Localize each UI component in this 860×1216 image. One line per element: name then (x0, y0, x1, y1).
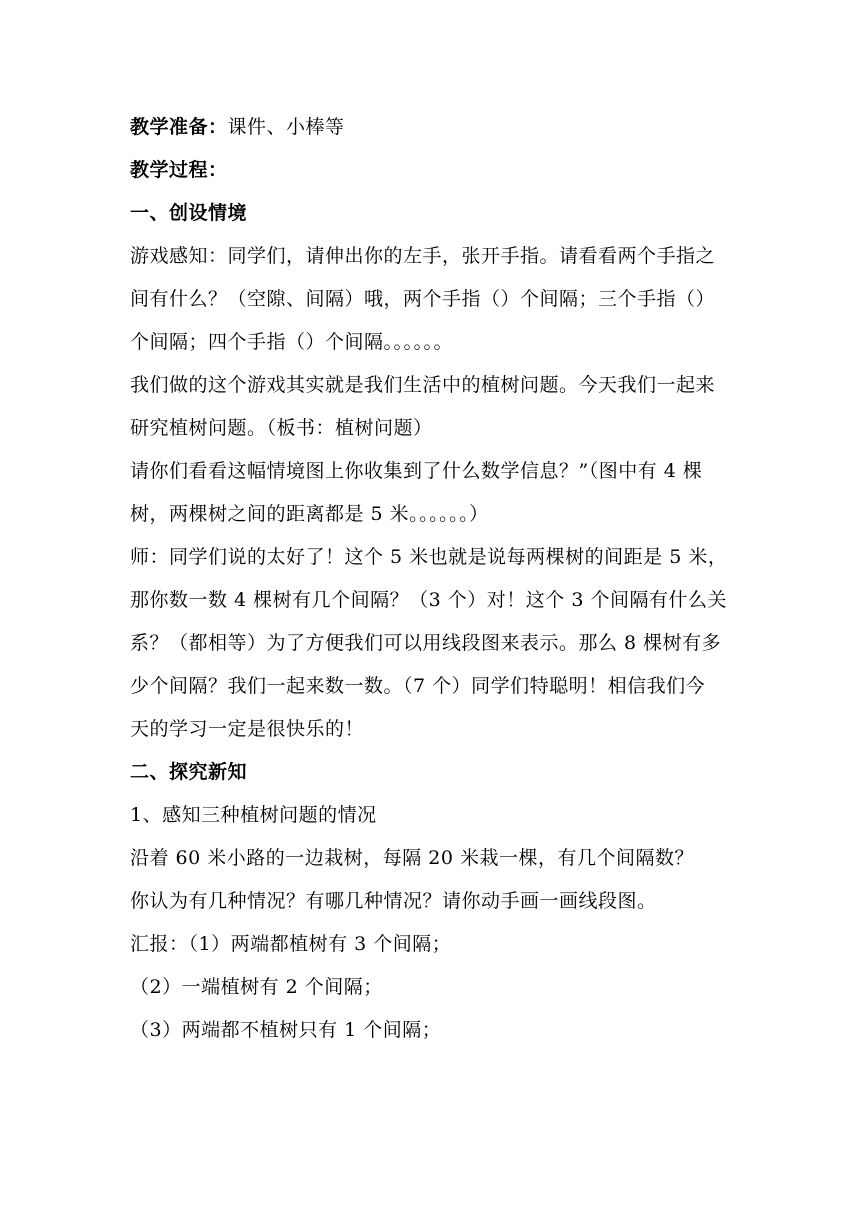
section-1-heading: 一、创设情境 (130, 202, 248, 224)
report-line: 汇报：（1）两端都植树有 3 个间隔； (130, 933, 452, 955)
paragraph-teacher (130, 536, 740, 751)
report-line: （3）两端都不植树只有 1 个间隔； (130, 1019, 442, 1041)
paragraph-intro (130, 364, 740, 450)
paragraph-line: 研究植树问题。（板书：植树问题） (130, 417, 433, 439)
document-page (130, 106, 740, 1052)
paragraph-line: 师：同学们说的太好了！这个 5 米也就是说每两棵树的间距是 5 米， (130, 546, 728, 568)
paragraph-line: 个间隔；四个手指（）个间隔。。。。。。 (130, 331, 454, 353)
teaching-process-heading: 教学过程： (130, 159, 228, 181)
paragraph-line: 我们做的这个游戏其实就是我们生活中的植树问题。今天我们一起来 (130, 374, 716, 396)
paragraph-line: 树，两棵树之间的距离都是 5 米。。。。。。） (130, 503, 489, 525)
paragraph-scene (130, 450, 740, 536)
paragraph-line: 系？（都相等）为了方便我们可以用线段图来表示。那么 8 棵树有多 (130, 632, 722, 654)
paragraph-line: 少个间隔？我们一起来数一数。（7 个）同学们特聪明！相信我们今 (130, 675, 706, 697)
report-line: （2）一端植树有 2 个间隔； (130, 976, 383, 998)
question-line: 沿着 60 米小路的一边栽树，每隔 20 米栽一棵，有几个间隔数？ (130, 847, 695, 869)
subsection-1-heading: 1、感知三种植树问题的情况 (130, 804, 377, 826)
paragraph-line: 间有什么？（空隙、间隔）哦，两个手指（）个间隔；三个手指（） (130, 288, 716, 310)
teaching-prep-line (130, 106, 740, 149)
section-2-heading: 二、探究新知 (130, 761, 248, 783)
paragraph-game (130, 235, 740, 364)
paragraph-line: 那你数一数 4 棵树有几个间隔？（3 个）对！这个 3 个间隔有什么关 (130, 589, 727, 611)
paragraph-line: 天的学习一定是很快乐的！ (130, 718, 365, 740)
paragraph-line: 游戏感知：同学们，请伸出你的左手，张开手指。请看看两个手指之 (130, 245, 716, 267)
teaching-prep-value: 课件、小棒等 (227, 116, 345, 138)
teaching-prep-label: 教学准备： (130, 116, 228, 138)
paragraph-line: 请你们看看这幅情境图上你收集到了什么数学信息？”（图中有 4 棵 (130, 460, 703, 482)
question-line: 你认为有几种情况？有哪几种情况？请你动手画一画线段图。 (130, 890, 657, 912)
